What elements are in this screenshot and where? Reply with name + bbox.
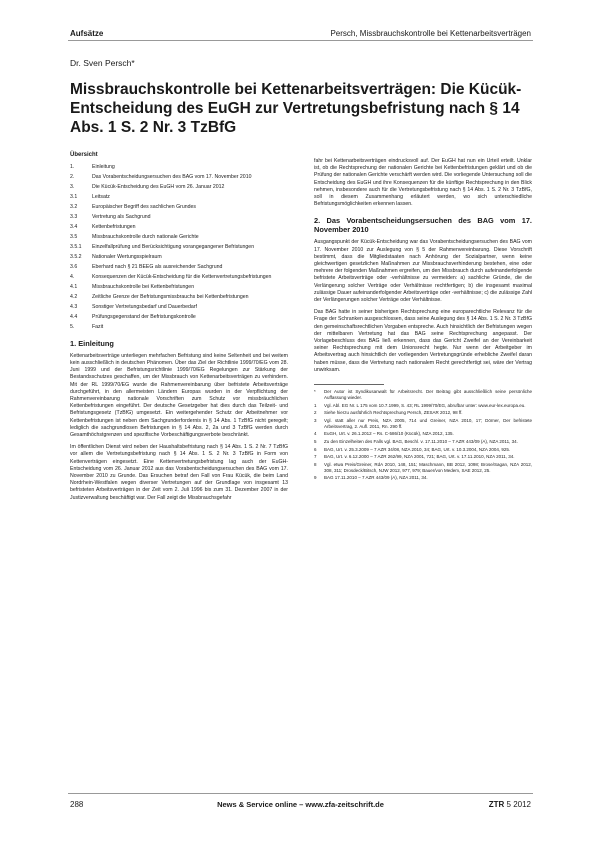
- footnote: [314, 454, 532, 460]
- toc-item: [70, 314, 288, 321]
- footnote: [314, 447, 532, 453]
- footnote: [314, 389, 532, 401]
- article-title: Missbrauchskontrolle bei Kettenarbeitsverträgen: Die Kücük-Entscheidung des EuGH zur Vertretungsbefristung nach § 14 Abs. 1 S. 2 Nr. 3 TzBfG: [70, 81, 522, 136]
- footnote-text: Vgl. etwa Preis/Greiner, RdA 2010, 148, 151; Maschmann, BB 2012, 1098; Brose/Sagan, NZA 2012, 308, 311; Drosdeck/Bitsch, NJW 2012, 977, 979; Bauer/von Medem, SAE 2012, 25.: [324, 461, 532, 473]
- footnote-number: 6: [314, 446, 317, 452]
- toc-text: Nationaler Wertungsspielraum: [92, 254, 162, 261]
- footnote-number: 4: [314, 431, 317, 437]
- toc-item: [70, 214, 288, 221]
- toc-number: 5.: [70, 323, 75, 330]
- footnote: [314, 475, 532, 481]
- journal-issue: [489, 800, 531, 809]
- toc-number: 4.2: [70, 294, 78, 300]
- toc-text: Das Vorabentscheidungsersuchen des BAG vom 17. November 2010: [92, 174, 252, 181]
- toc-text: Fazit: [92, 323, 104, 330]
- toc-item: [70, 304, 288, 311]
- toc-item: [70, 254, 288, 261]
- toc-item: [70, 224, 288, 231]
- toc-number: 1.: [70, 164, 75, 171]
- right-sections: [314, 216, 532, 374]
- toc-number: 3.6: [70, 264, 78, 271]
- footnote-text: Der Autor ist Syndikusanwalt für Arbeitsrecht. Der Beitrag gibt ausschließlich seine persönliche Auffassung wieder.: [324, 389, 532, 401]
- toc-text: Missbrauchskontrolle bei Kettenbefristungen: [92, 284, 195, 291]
- right-column: [314, 158, 532, 483]
- toc-text: Kettenbefristungen: [92, 224, 136, 231]
- toc-item: [70, 244, 288, 251]
- toc-number: 2.: [70, 174, 75, 181]
- footnote-text: BAG, Urt. v. 6.12.2000 – 7 AZR 262/99, NZA 2001, 721; BAG, Urt. v. 17.11.2010, NZA 2011, 34.: [324, 454, 515, 460]
- footer-rule: [68, 793, 533, 794]
- toc-item: [70, 194, 288, 201]
- toc-number: 4.3: [70, 303, 78, 310]
- left-sections: [70, 339, 288, 502]
- toc-text: Einleitung: [92, 164, 115, 171]
- toc-number: 3.: [70, 184, 75, 191]
- footnote-text: Siehe hierzu ausführlich Rechtsprechung Persch, ZESAR 2012, 98 ff.: [324, 410, 463, 416]
- right-intro-paragraph: fahr bei Kettenarbeitsverträgen eindrucksvoll auf. Der EuGH hat nun ein Urteil erteilt. Unklar ist, ob die Rechtsprechung der nationalen Gerichte bei Kettenbefristungen geklärt und ob die Prüfung der nationalen Gerichte verschärft werden wird. Die vorliegende Untersuchung soll die Entscheidung des EuGH und ihre Konsequenzen für die künftige Rechtsprechung in den Blick nehmen, insbesondere auch für die Vertretungsbefristung nach § 14 Abs. 1 S. 2 Nr. 3 TzBfG, soll in diesem Zusammenhang erläutert werden, wo sich unterschiedliche Befristungsmöglichkeiten erkennen lassen.: [314, 158, 532, 208]
- toc-list: [70, 164, 288, 331]
- toc-text: Missbrauchskontrolle durch nationale Gerichte: [92, 234, 199, 241]
- toc-text: Einzelfallprüfung und Berücksichtigung vorangegangener Befristungen: [92, 244, 255, 251]
- toc-number: 4.: [70, 274, 75, 281]
- footnote-text: EuGH, Urt. v. 26.1.2012 – Rs. C-586/10 (Kücük), NZA 2012, 135.: [324, 431, 454, 437]
- toc-text: Eberhard nach § 21 BEEG als ausreichender Sachgrund: [92, 264, 223, 271]
- footnote: [314, 439, 532, 445]
- footnote-rule: [314, 384, 384, 385]
- section-heading: 1. Einleitung: [70, 338, 114, 348]
- toc-item: [70, 264, 288, 271]
- toc-item: [70, 164, 288, 171]
- toc-text: Prüfungsgegenstand der Befristungskontrolle: [92, 313, 196, 320]
- paragraph: Im öffentlichen Dienst wird neben der Haushaltsbefristung nach § 14 Abs. 1 S. 2 Nr. 7 TzBfG vor allem die Vertretungsbefristung nach § 14 Abs. 1 S. 2 Nr. 3 TzBfG in Form von Kettenverträgen eingesetzt. Eine Kettenvertretungsbefristung lag auch der EuGH-Entscheidung vom 26. Januar 2012 aus das Vorabentscheidungsersuchen des BAG vom 17. November 2010 zu Grunde. Das Ersuchen betraf den Fall von Frau Kücük, die beim Land Nordrhein-Westfalen wegen diverser Vertretungen auf der Grundlage von insgesamt 13 befristeten Arbeitsverträgen in der Zeit vom 2. Juli 1996 bis zum 31. Dezember 2007 in der Justizverwaltung beschäftigt war. Der Fall zeigt die Missbrauchsgefahr: [70, 444, 288, 501]
- toc-heading: Übersicht: [70, 152, 98, 158]
- toc-item: [70, 284, 288, 291]
- toc-number: 3.5.2: [70, 254, 82, 261]
- paragraph: Das BAG hatte in seiner bisherigen Rechtsprechung eine europarechtliche Relevanz für die Frage der Schranken ausgeschlossen, dass seine Auslegung des § 14 Abs. 1 S. 2 Nr. 3 TzBfG den gemeinschaftsrechtlichen Vorgaben entspreche. Auch hinsichtlich der Befristungen wegen der mittelbaren Vertretung hat das BAG seine Rechtsprechung angepasst. Der Vorlagebeschluss des BAG ließ erkennen, dass das Gericht Zweifel an der Vereinbarkeit seiner Rechtsprechung mit dem Unionsrecht hegte. Nur wenn der Arbeitgeber im Arbeitsvertrag auch hinsichtlich der vorliegenden Vertretungsgründe erhebliche Zweifel daran haben müsse, dass die Vertretung nach nationalem Recht gerechtfertigt sei, wäre der Vertrag unwirksam.: [314, 309, 532, 373]
- toc-text: Die Kücük-Entscheidung des EuGH vom 26. Januar 2012: [92, 184, 225, 191]
- footnote: [314, 462, 532, 474]
- toc-number: 4.1: [70, 284, 78, 291]
- toc-number: 3.4: [70, 224, 78, 231]
- section-label: Aufsätze: [70, 29, 104, 38]
- paragraph: Ausgangspunkt der Kücük-Entscheidung war das Vorabentscheidungsersuchen des BAG vom 17. November 2010 zur Auslegung von § 5 der Rahmenvereinbarung. Diese Vorschrift bestimmt, dass die Mitgliedstaaten nach Anhörung der Sozialpartner, wenn keine gleichwertigen gesetzlichen Maßnahmen zur Missbrauchsverhinderung bestehen, eine oder mehrere der folgenden Maßnahmen ergreifen, um den Missbrauch durch aufeinanderfolgende befristete Arbeitsverträge oder -verhältnisse zu vermeiden: a) sachliche Gründe, die die Verlängerung solcher Verträge oder Verhältnisse rechtfertigen; b) die insgesamt maximal zulässige Dauer aufeinanderfolgender Arbeitsverträge oder -verhältnisse; c) die zulässige Zahl der Verlängerungen solcher Verträge oder Verhältnisse.: [314, 239, 532, 304]
- footnote-number: 9: [314, 475, 317, 481]
- toc-number: 3.3: [70, 214, 78, 221]
- toc-item: [70, 184, 288, 191]
- toc-number: 3.5: [70, 234, 78, 241]
- toc-number: 3.1: [70, 194, 78, 201]
- footnote: [314, 410, 532, 416]
- footer-website: News & Service online – www.zfa-zeitschrift.de: [217, 800, 384, 809]
- issue-number: 5 2012: [506, 800, 531, 809]
- toc-item: [70, 174, 288, 181]
- toc-text: Zeitliche Grenze der Befristungsmissbrauchs bei Kettenbefristungen: [92, 294, 249, 300]
- footnote-number: *: [314, 389, 316, 395]
- toc-item: [70, 204, 288, 211]
- section-heading: 2. Das Vorabentscheidungsersuchen des BAG vom 17. November 2010: [314, 216, 532, 235]
- toc-number: 4.4: [70, 313, 78, 320]
- footnote-text: Zu den Einzelheiten des Falls vgl. BAG, Beschl. v. 17.11.2010 – 7 AZR 443/09 (A), NZA 2011, 34.: [324, 439, 518, 445]
- left-column: [70, 152, 288, 507]
- toc-item: [70, 294, 288, 301]
- journal-name: ZTR: [488, 800, 505, 809]
- page-number: 288: [70, 800, 84, 809]
- toc-text: Sonstiger Vertretungsbedarf und Dauerbedarf: [92, 303, 197, 310]
- footnotes: [314, 389, 532, 481]
- toc-text: Vertretung als Sachgrund: [92, 214, 151, 221]
- header-rule: [68, 40, 533, 41]
- paragraph: Kettenarbeitsverträge unterliegen mehrfachen Befristung sind keine Seltenheit und bei weitem kein ausschließlich in deutschen Phänomen. Über das Ziel der Richtlinie 1999/70/EG vom 28. Juni 1999 und der Befristungsrichtlinie 1999/70/EG Regelungen zur Stärkung der Bestandsschutzes geschaffen, um der Missbrauch von Kettenarbeitsverträgen zu verhindern. Mit der RL 1999/70/EG wurde die Rahmenvereinbarung über befristete Arbeitsverträge durchgeführt, in den allermeisten Ländern Europas wurden in der Verpflichtung der Rahmenvereinbarung nationale Vorschriften zum Schutz vor missbräuchlichen Kettenbefristungen eingeführt. Der deutsche Gesetzgeber hat dies durch das Teilzeit- und Befristungsgesetz (TzBfG) umgesetzt. Ein weitergehender Schutz der Arbeitnehmer vor Kettenbefristungen ist neben dem Sachgrunderfordernis in § 14 Abs. 1 TzBfG nicht geregelt; lediglich die sachgrundlosen Befristungen in § 14 Abs. 2, 2a und 3 TzBfG werden durch Gesamthöchstgrenzen und spezifische Vorbeschäftigungsverbote beschränkt.: [70, 352, 288, 438]
- footnote-number: 8: [314, 461, 317, 467]
- toc-text: Leitsatz: [92, 194, 110, 201]
- toc-item: [70, 234, 288, 241]
- footnote: [314, 403, 532, 409]
- author: Dr. Sven Persch*: [70, 58, 135, 68]
- footnote-number: 5: [314, 439, 317, 445]
- toc-number: 3.5.1: [70, 244, 82, 251]
- footnote-number: 7: [314, 454, 317, 460]
- toc-text: Konsequenzen der Kücük-Entscheidung für die Kettenvertretungsbefristungen: [92, 274, 272, 281]
- toc-item: [70, 324, 288, 331]
- footnote-number: 2: [314, 410, 317, 416]
- footnote-number: 3: [314, 417, 317, 423]
- toc-number: 3.2: [70, 204, 78, 211]
- footnote-text: BAG, Urt. v. 25.3.2009 – 7 AZR 34/08, NZA 2010, 34; BAG, Urt. v. 10.3.2004, NZA 2004, 925.: [324, 446, 511, 452]
- footnote: [314, 418, 532, 430]
- footnote-text: Vgl. Abl. EG Nr. L 175 vom 10.7.1999, S. 43; RL 1999/70/EG, abrufbar unter: www.eur-lex.europa.eu.: [324, 402, 526, 408]
- footnote-text: Vgl. statt aller nur Preis, NZA 2005, 714 und Greiner, NZA 2010, 17; Dörner, Der befristete Arbeitsvertrag, 2. Aufl. 2011, Rn. 290 ff.: [324, 417, 532, 429]
- toc-item: [70, 274, 288, 281]
- toc-text: Europäischer Begriff des sachlichen Grundes: [92, 204, 197, 211]
- running-title: Persch, Missbrauchskontrolle bei Kettenarbeitsverträgen: [330, 29, 531, 38]
- footnote-text: BAG 17.11.2010 – 7 AZR 443/09 (A), NZA 2011, 34.: [324, 475, 428, 481]
- footnote: [314, 431, 532, 437]
- footnote-number: 1: [314, 402, 317, 408]
